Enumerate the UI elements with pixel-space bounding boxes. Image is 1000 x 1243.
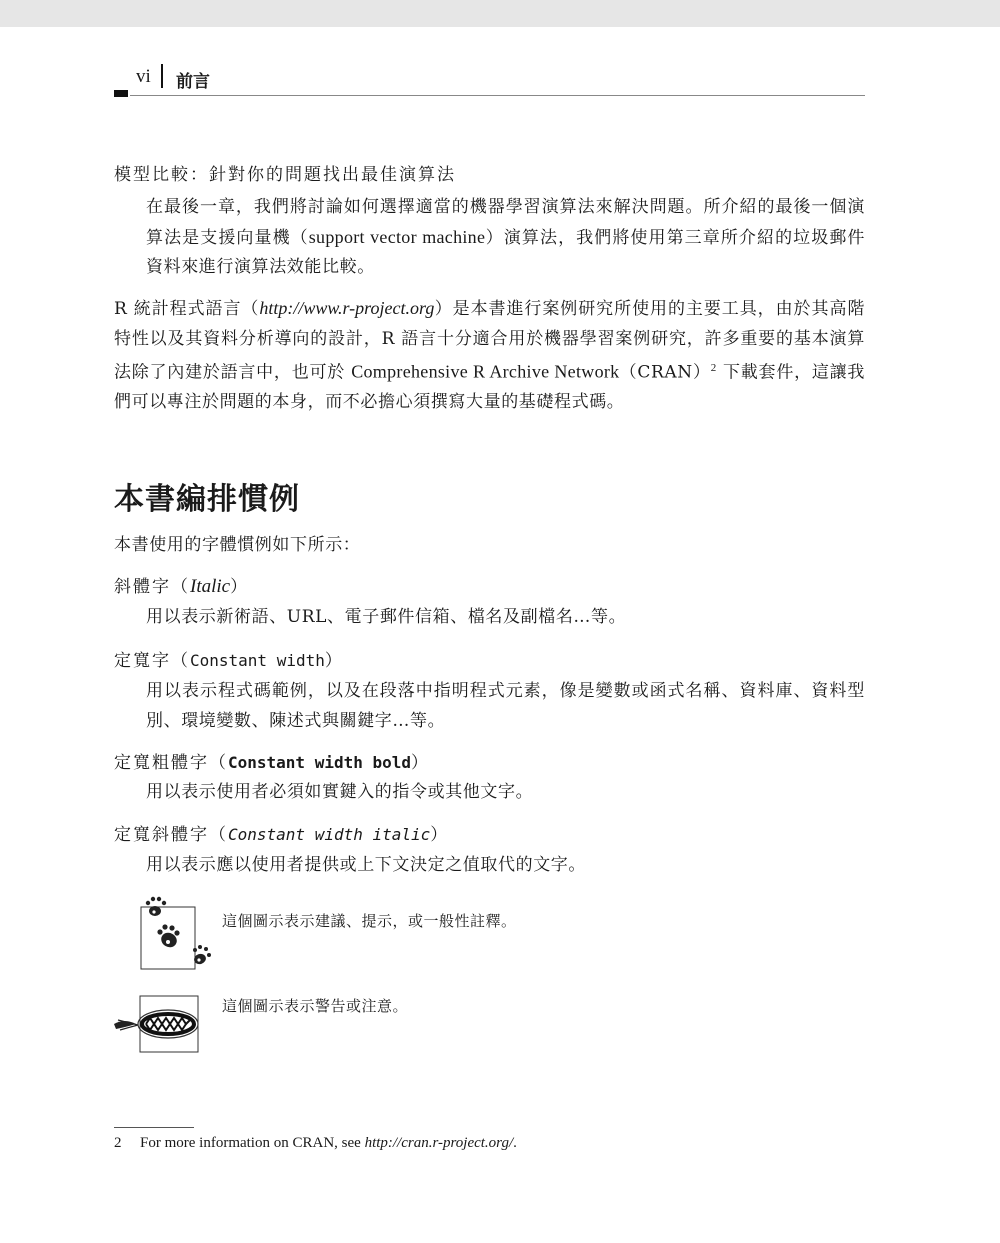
r-paragraph: R 統計程式語言（http://www.r-project.org）是本書進行案例研究所使用的主要工具，由於其高階特性以及其資料分析導向的設計，R 語言十分適合用於機器學習案例研究，許多重要的基本演算法除了內建於語言中，也可於 Comprehensive R Archive Network（CRAN）$^2$ 下載套件，這讓我們可以專注於問題的本身，而不必擔心須撰寫大量的基礎程式碼。 (114, 298, 865, 413)
term-constant-width: 定寬字（Constant width） (114, 651, 344, 671)
conventions-intro: 本書使用的字體慣例如下所示： (114, 535, 361, 555)
model-compare-description: 在最後一章，我們將討論如何選擇適當的機器學習演算法來解決問題。所介紹的最後一個演算法是支援向量機（support vector machine）演算法，我們將使用第三章所介紹的垃圾郵件資料來進行演算法效能比較。 (146, 197, 865, 277)
term-italic: 斜體字（Italic） (114, 576, 250, 597)
term-constant-width-italic: 定寬斜體字（Constant width italic） (114, 825, 450, 845)
header-marker (114, 90, 128, 97)
r-project-link[interactable]: http://www.r-project.org (259, 298, 435, 318)
desc-constant-width: 用以表示程式碼範例，以及在段落中指明程式元素，像是變數或函式名稱、資料庫、資料型別、環境變數、陳述式與關鍵字…等。 (146, 681, 865, 731)
term-constant-width-bold: 定寬粗體字（Constant width bold） (114, 753, 431, 773)
page-number: vi (136, 66, 151, 87)
desc-italic: 用以表示新術語、URL、電子郵件信箱、檔名及副檔名…等。 (146, 607, 627, 627)
tip-paw-icon (138, 895, 218, 975)
header-separator (161, 64, 163, 88)
tip-note-text: 這個圖示表示建議、提示，或一般性註釋。 (222, 912, 517, 930)
footnote-ref[interactable]: 2 (710, 362, 717, 374)
warning-note-text: 這個圖示表示警告或注意。 (222, 997, 409, 1015)
running-header-title: 前言 (176, 72, 210, 92)
footnote-text: For more information on CRAN, see http://cran.r-project.org/. (140, 1135, 517, 1151)
desc-constant-width-bold: 用以表示使用者必須如實鍵入的指令或其他文字。 (146, 782, 534, 802)
cran-link[interactable]: http://cran.r-project.org/ (364, 1135, 514, 1151)
warning-trap-icon (112, 994, 204, 1054)
model-compare-term: 模型比較：針對你的問題找出最佳演算法 (114, 165, 456, 185)
desc-constant-width-italic: 用以表示應以使用者提供或上下文決定之值取代的文字。 (146, 855, 586, 875)
top-gray-band (0, 0, 1000, 27)
footnote-rule (114, 1127, 194, 1128)
header-rule (130, 95, 865, 96)
footnote-number: 2 (114, 1135, 122, 1151)
section-heading: 本書編排慣例 (114, 482, 300, 517)
